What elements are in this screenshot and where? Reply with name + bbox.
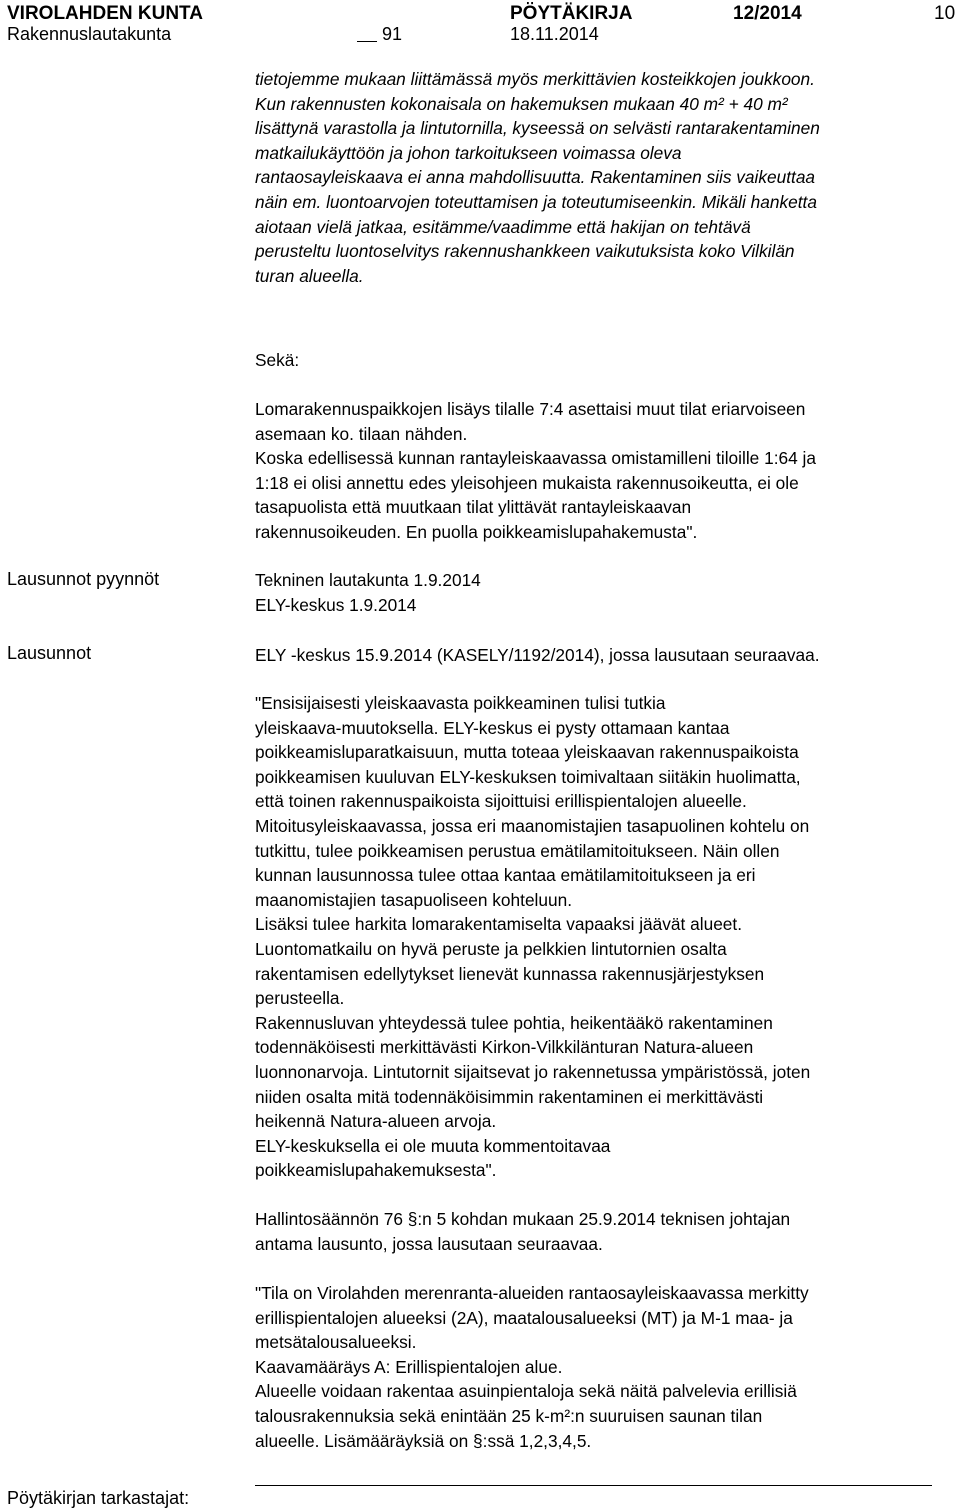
objection-paragraph: [255, 67, 955, 288]
text-line: että toinen rakennuspaikoista sijoittuisi erillispientalojen alueelle.: [255, 791, 747, 812]
text-line: alueelle. Lisämääräyksiä on §:ssä 1,2,3,4,5.: [255, 1430, 592, 1451]
text-line: tutkittu, tulee poikkeamisen perustua emätilamitoitukseen. Näin ollen: [255, 840, 780, 861]
technical-director-statement: [255, 1281, 955, 1453]
text-line: poikkeamislupahakemuksesta".: [255, 1160, 497, 1181]
section-number: [357, 24, 402, 45]
statements-intro: [255, 643, 955, 668]
text-line: lisättynä varastolla ja lintutornilla, kyseessä on selvästi rantarakentaminen: [255, 118, 820, 139]
page-number: 10: [934, 3, 956, 24]
signers-label: Pöytäkirjan tarkastajat:: [7, 1488, 190, 1508]
text-line: "Tila on Virolahden merenranta-alueiden rantaosayleiskaavassa merkitty: [255, 1283, 809, 1303]
text-line: yleiskaava-muutoksella. ELY-keskus ei pysty ottamaan kantaa: [255, 717, 730, 738]
text-line: rantaosayleiskaava ei anna mahdollisuutta. Rakentaminen siis vaikeuttaa: [255, 167, 816, 188]
text-line: Tekninen lautakunta 1.9.2014: [255, 570, 481, 590]
requests-label: Lausunnot pyynnöt: [7, 569, 160, 589]
org-name: VIROLAHDEN KUNTA: [7, 3, 203, 24]
text-line: antama lausunto, jossa lausutaan seuraavaa.: [255, 1233, 603, 1254]
text-line: luonnonarvoja. Lintutornit sijaitsevat jo rakennetussa ympäristössä, joten: [255, 1061, 811, 1082]
statements-label: Lausunnot: [7, 643, 92, 663]
board-name: Rakennuslautakunta: [7, 24, 172, 44]
section-number-value: 91: [382, 24, 403, 44]
text-line: Hallintosäännön 76 §:n 5 kohdan mukaan 25.9.2014 teknisen johtajan: [255, 1209, 791, 1229]
second-objection-paragraph: [255, 397, 955, 545]
text-line: Sekä:: [255, 350, 300, 370]
text-line: Koska edellisessä kunnan rantayleiskaavassa omistamilleni tiloille 1:64 ja: [255, 448, 816, 469]
text-line: Mitoitusyleiskaavassa, jossa eri maanomistajien tasapuolinen kohtelu on: [255, 815, 810, 836]
text-line: ELY-keskus 1.9.2014: [255, 594, 417, 615]
text-line: näin em. luontoarvojen toteuttamisen ja toteutumiseenkin. Mikäli hanketta: [255, 191, 817, 212]
text-line: tietojemme mukaan liittämässä myös merkittävien kosteikkojen joukkoon.: [255, 69, 815, 89]
text-line: metsätalousalueeksi.: [255, 1332, 417, 1353]
text-line: Lisäksi tulee harkita lomarakentamiselta vapaaksi jäävät alueet.: [255, 914, 743, 935]
text-line: turan alueella.: [255, 265, 364, 286]
text-line: asemaan ko. tilaan nähden.: [255, 423, 468, 444]
signature-line: [255, 1485, 932, 1486]
text-line: talousrakennuksia sekä enintään 25 k-m²:n suuruisen saunan tilan: [255, 1405, 763, 1426]
technical-director-intro: [255, 1207, 955, 1256]
text-line: niiden osalta mitä todennäköisimmin rakentaminen ei merkittävästi: [255, 1086, 764, 1107]
requests-list: [255, 568, 955, 617]
doc-type: PÖYTÄKIRJA: [510, 3, 633, 24]
text-line: poikkeamisluparatkaisuun, mutta toteaa yleiskaavan rakennuspaikoista: [255, 742, 799, 763]
text-line: perusteella.: [255, 988, 345, 1009]
text-line: perusteltu luontoselvitys rakennushankkeen vaikutuksista koko Vilkilän: [255, 241, 795, 262]
section-sign-icon: [357, 24, 377, 44]
text-line: Alueelle voidaan rakentaa asuinpientaloja sekä näitä palvelevia erillisiä: [255, 1381, 797, 1402]
text-line: todennäköisesti merkittävästi Kirkon-Vilkkilänturan Natura-alueen: [255, 1037, 754, 1058]
text-line: maanomistajien tasapuoliseen kohteluun.: [255, 889, 573, 910]
text-line: kunnan lausunnossa tulee ottaa kantaa emätilamitoitukseen ja eri: [255, 865, 756, 886]
text-line: Kun rakennusten kokonaisala on hakemuksen mukaan 40 m² + 40 m²: [255, 93, 788, 114]
text-line: matkailukäyttöön ja johon tarkoitukseen voimassa oleva: [255, 142, 682, 163]
seka-label: [255, 348, 955, 373]
meeting-date: 18.11.2014: [510, 24, 599, 44]
text-line: Rakennusluvan yhteydessä tulee pohtia, heikentääkö rakentaminen: [255, 1012, 773, 1033]
text-line: ELY-keskuksella ei ole muuta kommentoitavaa: [255, 1135, 611, 1156]
text-line: "Ensisijaisesti yleiskaavasta poikkeaminen tulisi tutkia: [255, 693, 666, 713]
text-line: erillispientalojen alueeksi (2A), maatalousalueeksi (MT) ja M-1 maa- ja: [255, 1307, 793, 1328]
text-line: 1:18 ei olisi annettu edes yleisohjeen mukaista rakennusoikeutta, ei ole: [255, 472, 799, 493]
text-line: Luontomatkailu on hyvä peruste ja pelkkien lintutornien osalta: [255, 938, 727, 959]
text-line: tasapuolista että muutkaan tilat ylittävät rantayleiskaavan: [255, 497, 692, 518]
text-line: rakennusoikeuden. En puolla poikkeamislupahakemusta".: [255, 521, 698, 542]
text-line: heikennä Natura-alueen arvoja.: [255, 1111, 497, 1132]
text-line: rakentamisen edellytykset lienevät kunnassa rakennusjärjestyksen: [255, 963, 765, 984]
ely-statement-paragraph: [255, 691, 955, 1183]
text-line: aiotaan vielä jatkaa, esitämme/vaadimme että hakijan on tehtävä: [255, 216, 751, 237]
doc-number: 12/2014: [733, 3, 802, 24]
text-line: ELY -keskus 15.9.2014 (KASELY/1192/2014), jossa lausutaan seuraavaa.: [255, 645, 820, 665]
text-line: poikkeamisen kuuluvan ELY-keskuksen toimivaltaan siitäkin huolimatta,: [255, 766, 801, 787]
text-line: Kaavamääräys A: Erillispientalojen alue.: [255, 1356, 563, 1377]
text-line: Lomarakennuspaikkojen lisäys tilalle 7:4 asettaisi muut tilat eriarvoiseen: [255, 399, 806, 419]
